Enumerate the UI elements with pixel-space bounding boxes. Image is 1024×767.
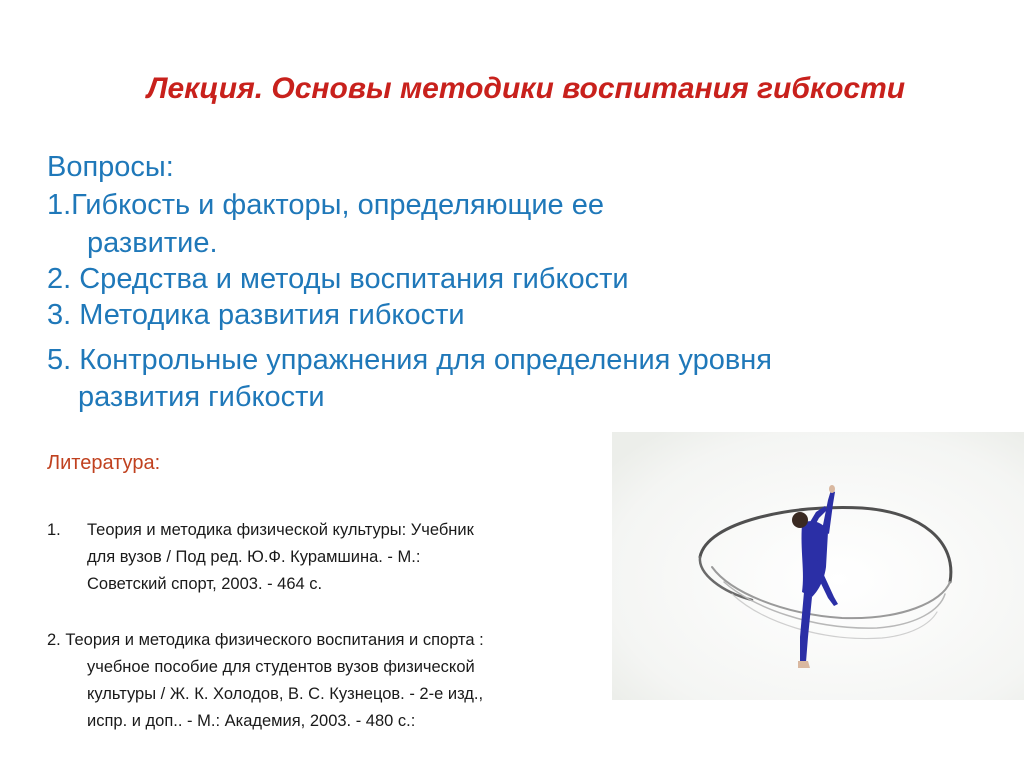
slide-title: Лекция. Основы методики воспитания гибкости (146, 72, 906, 105)
gymnast-with-ribbon-icon (612, 432, 1024, 700)
question-3: 3. Методика развития гибкости (47, 299, 465, 331)
reference-2-line-2: учебное пособие для студентов вузов физической (87, 658, 475, 676)
question-1-line-1: 1.Гибкость и факторы, определяющие ее (47, 189, 605, 221)
reference-2-line-3: культуры / Ж. К. Холодов, В. С. Кузнецов. - 2-е изд., (87, 685, 484, 703)
question-2: 2. Средства и методы воспитания гибкости (47, 263, 629, 295)
reference-2-line-1: 2. Теория и методика физического воспитания и спорта : (47, 631, 484, 649)
question-1-line-2: развитие. (87, 227, 218, 259)
reference-1-line-1: Теория и методика физической культуры: Учебник (87, 521, 474, 539)
question-5-line-1: 5. Контрольные упражнения для определения уровня (47, 344, 772, 376)
reference-1-line-2: для вузов / Под ред. Ю.Ф. Курамшина. - М.: (87, 548, 421, 566)
reference-2-line-4: испр. и доп.. - М.: Академия, 2003. - 480 с.: (87, 712, 416, 730)
reference-1-line-3: Советский спорт, 2003. - 464 с. (87, 575, 323, 593)
question-5-line-2: развития гибкости (78, 381, 325, 413)
questions-heading: Вопросы: (47, 151, 174, 183)
reference-1-number: 1. (47, 521, 61, 539)
literature-heading: Литература: (47, 452, 161, 474)
